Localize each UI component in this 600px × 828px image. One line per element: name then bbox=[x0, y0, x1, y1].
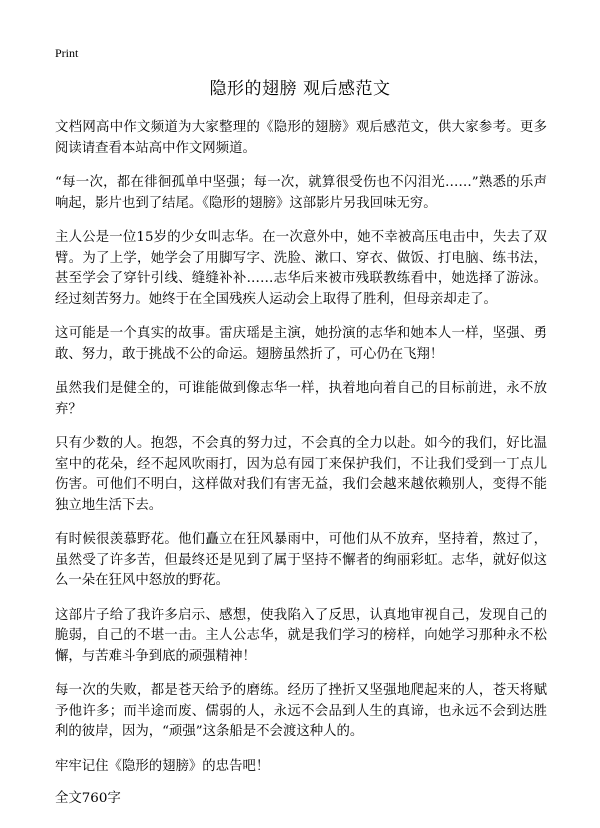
paragraph: 这部片子给了我许多启示、感想，使我陷入了反思，认真地审视自己，发现自己的脆弱，自己的不堪一击。主人公志华，就是我们学习的榜样，向她学习那种永不松懈，与苦难斗争到底的顽强精神！ bbox=[55, 607, 547, 664]
paragraph: “每一次，都在徘徊孤单中坚强；每一次，就算很受伤也不闪泪光……”熟悉的乐声响起，影片也到了结尾。《隐形的翅膀》这部影片另我回味无穷。 bbox=[55, 175, 547, 211]
paragraph-conclusion: 牢牢记住《隐形的翅膀》的忠告吧！ bbox=[55, 758, 270, 774]
paragraph: 每一次的失败，都是苍天给予的磨练。经历了挫折又坚强地爬起来的人，苍天将赋予他许多；而半途而废、儒弱的人，永远不会品到人生的真谛，也永远不会到达胜利的彼岸，因为，“顽强”这条船是不会渡这种人的。 bbox=[55, 683, 547, 739]
paragraph-intro: 文档网高中作文频道为大家整理的《隐形的翅膀》观后感范文，供大家参考。更多阅读请查看本站高中作文网频道。 bbox=[55, 120, 547, 156]
print-link[interactable]: Print bbox=[55, 46, 79, 60]
paragraph: 虽然我们是健全的，可谁能做到像志华一样，执着地向着自己的目标前进，永不放弃？ bbox=[55, 381, 547, 417]
paragraph: 只有少数的人。抱怨，不会真的努力过，不会真的全力以赴。如今的我们，好比温室中的花朵，经不起风吹雨打，因为总有园丁来保护我们，不让我们受到一丁点儿伤害。可他们不明白，这样做对我们有害无益，我们会越来越依赖别人，变得不能独立地生活下去。 bbox=[55, 436, 547, 513]
paragraph: 主人公是一位15岁的少女叫志华。在一次意外中，她不幸被高压电击中，失去了双臂。为了上学，她学会了用脚写字、洗脸、漱口、穿衣、做饭、打电脑、练书法，甚至学会了穿针引线、缝缝补补……志华后来被市残联教练看中，她选择了游泳。经过刻苦努力。她终于在全国残疾人运动会上取得了胜利，但母亲却走了。 bbox=[55, 230, 547, 307]
paragraph: 这可能是一个真实的故事。雷庆瑶是主演，她扮演的志华和她本人一样，坚强、勇敢、努力，敢于挑战不公的命运。翅膀虽然折了，可心仍在飞翔！ bbox=[55, 326, 547, 362]
paragraph: 有时候很羡慕野花。他们矗立在狂风暴雨中，可他们从不放弃，坚持着，熬过了，虽然受了许多苦，但最终还是见到了属于坚持不懈者的绚丽彩虹。志华，就好似这么一朵在狂风中怒放的野花。 bbox=[55, 532, 547, 588]
document-body bbox=[55, 118, 547, 810]
document-title: 隐形的翅膀 观后感范文 bbox=[209, 79, 391, 99]
word-count: 全文760字 bbox=[55, 791, 121, 806]
